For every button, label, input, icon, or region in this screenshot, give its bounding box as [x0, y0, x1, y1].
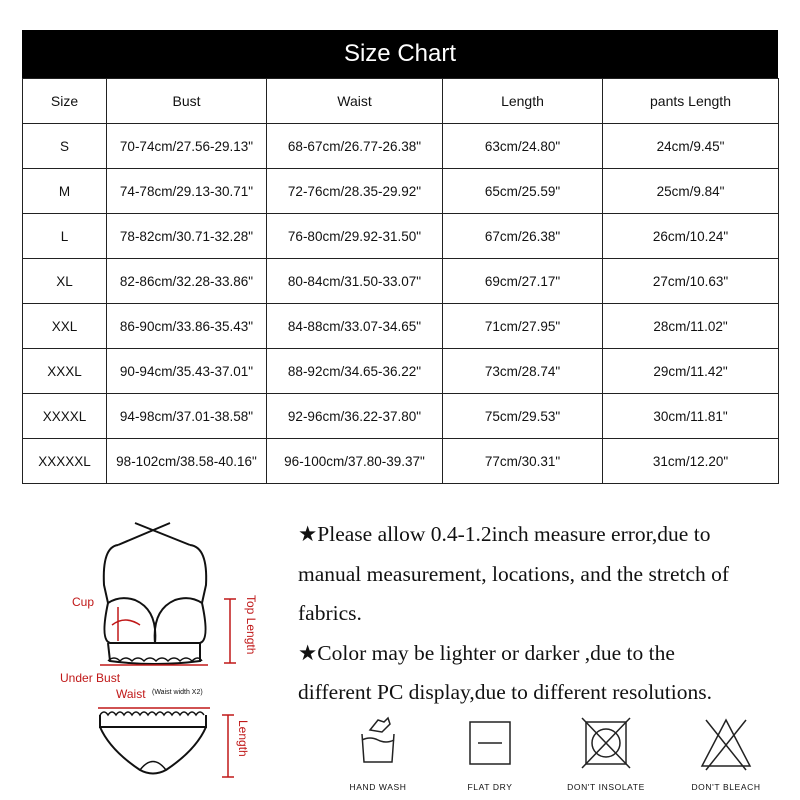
- note-line: manual measurement, locations, and the stretch of: [298, 561, 730, 586]
- bust-cell: 90-94cm/35.43-37.01": [107, 349, 267, 394]
- header-size: Size: [23, 79, 107, 124]
- length-cell: 65cm/25.59": [443, 169, 603, 214]
- table-row: [23, 304, 779, 349]
- dont-insolate-icon: [576, 712, 636, 776]
- pants-length-cell: 28cm/11.02": [603, 304, 779, 349]
- bust-cell: 98-102cm/38.58-40.16": [107, 439, 267, 484]
- care-instructions: [328, 712, 790, 796]
- care-dont-bleach: [676, 712, 776, 796]
- care-flat-dry: [440, 712, 540, 796]
- length-cell: 69cm/27.17": [443, 259, 603, 304]
- note-line: different PC display,due to different resolutions.: [298, 680, 713, 704]
- waist-label: Waist: [116, 687, 146, 701]
- care-hand-wash: [328, 712, 428, 796]
- size-cell: S: [23, 124, 107, 169]
- table-row: [23, 394, 779, 439]
- care-label: FLAT DRY: [467, 782, 513, 792]
- header-length: Length: [443, 79, 603, 124]
- table-row: [23, 349, 779, 394]
- flat-dry-icon: [460, 712, 520, 776]
- header-bust: Bust: [107, 79, 267, 124]
- chart-title: Size Chart: [22, 30, 778, 78]
- size-cell: M: [23, 169, 107, 214]
- waist-cell: 88-92cm/34.65-36.22": [267, 349, 443, 394]
- waist-note: (Waist width X2): [152, 689, 203, 696]
- length-cell: 63cm/24.80": [443, 124, 603, 169]
- length-cell: 75cm/29.53": [443, 394, 603, 439]
- size-chart: [22, 30, 778, 494]
- pants-length-cell: 29cm/11.42": [603, 349, 779, 394]
- table-row: [23, 169, 779, 214]
- size-table: [22, 78, 779, 484]
- bust-cell: 74-78cm/29.13-30.71": [107, 169, 267, 214]
- bust-cell: 70-74cm/27.56-29.13": [107, 124, 267, 169]
- length-cell: 77cm/30.31": [443, 439, 603, 484]
- header-pants-length: pants Length: [603, 79, 779, 124]
- notes: [298, 515, 793, 713]
- table-row: [23, 439, 779, 484]
- note-line: ★Please allow 0.4-1.2inch measure error,due to: [298, 522, 711, 546]
- size-cell: XXL: [23, 304, 107, 349]
- top-length-label: Top Length: [244, 595, 258, 655]
- bust-cell: 78-82cm/30.71-32.28": [107, 214, 267, 259]
- care-dont-insolate: [556, 712, 656, 796]
- pants-length-cell: 24cm/9.45": [603, 124, 779, 169]
- cup-label: Cup: [72, 595, 95, 609]
- waist-cell: 92-96cm/36.22-37.80": [267, 394, 443, 439]
- care-label: DON'T BLEACH: [691, 782, 761, 792]
- size-cell: L: [23, 214, 107, 259]
- size-cell: XXXXXL: [23, 439, 107, 484]
- size-cell: XXXXL: [23, 394, 107, 439]
- bust-cell: 86-90cm/33.86-35.43": [107, 304, 267, 349]
- waist-cell: 68-67cm/26.77-26.38": [267, 124, 443, 169]
- table-row: [23, 259, 779, 304]
- pants-length-cell: 31cm/12.20": [603, 439, 779, 484]
- note-line: ★Color may be lighter or darker ,due to the: [298, 640, 675, 665]
- length-label: Length: [236, 720, 250, 757]
- bust-cell: 94-98cm/37.01-38.58": [107, 394, 267, 439]
- pants-length-cell: 25cm/9.84": [603, 169, 779, 214]
- table-row: [23, 124, 779, 169]
- measurement-illustration: [40, 515, 280, 785]
- pants-length-cell: 30cm/11.81": [603, 394, 779, 439]
- header-waist: Waist: [267, 79, 443, 124]
- size-cell: XL: [23, 259, 107, 304]
- hand-wash-icon: [348, 712, 408, 776]
- care-label: DON'T INSOLATE: [567, 782, 645, 792]
- under-bust-label: Under Bust: [60, 671, 121, 685]
- waist-cell: 72-76cm/28.35-29.92": [267, 169, 443, 214]
- waist-cell: 96-100cm/37.80-39.37": [267, 439, 443, 484]
- length-cell: 71cm/27.95": [443, 304, 603, 349]
- pants-length-cell: 26cm/10.24": [603, 214, 779, 259]
- waist-cell: 76-80cm/29.92-31.50": [267, 214, 443, 259]
- table-header-row: [23, 79, 779, 124]
- care-label: HAND WASH: [349, 782, 407, 792]
- waist-cell: 84-88cm/33.07-34.65": [267, 304, 443, 349]
- length-cell: 73cm/28.74": [443, 349, 603, 394]
- bust-cell: 82-86cm/32.28-33.86": [107, 259, 267, 304]
- table-row: [23, 214, 779, 259]
- waist-cell: 80-84cm/31.50-33.07": [267, 259, 443, 304]
- length-cell: 67cm/26.38": [443, 214, 603, 259]
- dont-bleach-icon: [696, 712, 756, 776]
- note-line: fabrics.: [298, 601, 362, 625]
- size-cell: XXXL: [23, 349, 107, 394]
- pants-length-cell: 27cm/10.63": [603, 259, 779, 304]
